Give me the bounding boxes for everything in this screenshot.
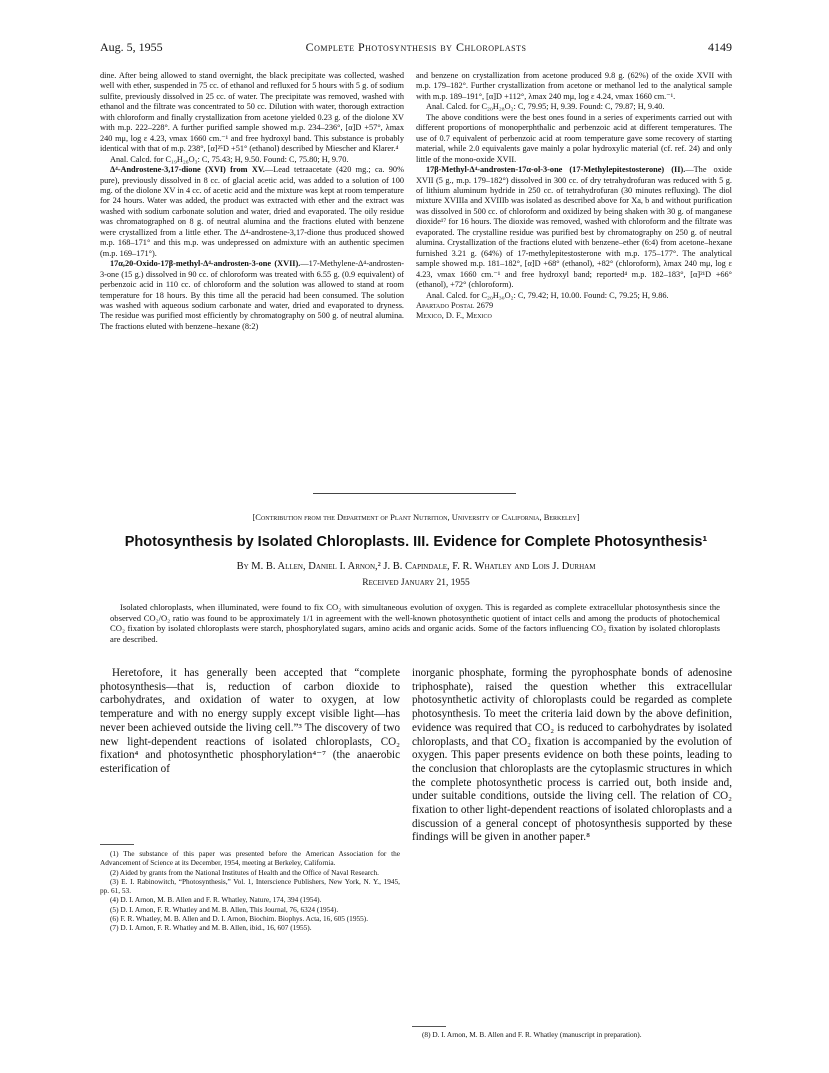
running-title: Complete Photosynthesis by Chloroplasts: [305, 40, 527, 54]
author-line: By M. B. Allen, Daniel I. Arnon,² J. B. Capindale, F. R. Whatley and Lois J. Durham: [236, 561, 596, 572]
footnote: (7) D. I. Arnon, F. R. Whatley and M. B. Allen, ibid., 16, 607 (1955).: [110, 923, 312, 933]
section-heading: 17α,20-Oxido-17β-methyl-Δ⁴-androsten-3-one (XVII).: [110, 259, 301, 269]
analysis-line: Anal. Calcd. for C₂₀H₂₈O₂: C, 79.95; H, 9.39. Found: C, 79.87; H, 9.40.: [426, 102, 665, 112]
paragraph: dine. After being allowed to stand overnight, the black precipitate was collected, washed well with ether, suspended in 75 cc. of ethanol and refluxed for 5 hours with 5 g. of sodium sulfite, previously dissolved in 25 cc. of water. The precipitate was removed, washed with ethanol and the filtrate was concentrated to 50 cc. Dilution with water, thorough extraction with chloroform and finally crystallization from acetone yielded 0.23 g. of the diolone XV with m.p. 222–228°. A further purified sample showed m.p. 234–236°, [α]D +57°, λmax 240 mμ, log ε 4.23, νmax 1660 cm.⁻¹ and free hydroxyl band. This substance is probably identical with that of m.p. 238°, [α]²⁵D +51° (ethanol) described by Miescher and Klarer.⁴: [100, 71, 404, 154]
footnote: (8) D. I. Arnon, M. B. Allen and F. R. Whatley (manuscript in preparation).: [422, 1030, 642, 1039]
footnote: (2) Aided by grants from the National Institutes of Health and the Office of Naval Research.: [110, 867, 379, 877]
experimental-right-column: [416, 71, 732, 322]
paragraph-text: —17-Methylene-Δ⁴-androsten-3-one (15 g.) dissolved in 90 cc. of chloroform was treated with 6.55 g. (0.9 equivalent) of perbenzoic acid in 110 cc. of chloroform and the solution was allowed to stand at room temperature for 18 hours. By this time all the peracid had been consumed. The solution was washed with aqueous sodium carbonate and water, dried and evaporated to dryness. The residue was purified most efficiently by chromatography on 500 g. of neutral alumina. The fractions eluted with benzene–hexane (8:2): [100, 259, 404, 331]
section-heading: 17β-Methyl-Δ⁴-androsten-17α-ol-3-one (17-Methylepitestosterone) (II).: [426, 165, 686, 175]
page-header: [100, 40, 732, 56]
article-title: Photosynthesis by Isolated Chloroplasts. III. Evidence for Complete Photosynthesis¹: [124, 534, 708, 550]
paragraph: [100, 165, 404, 259]
experimental-left-column: [100, 71, 404, 332]
contribution-line: [Contribution from the Department of Plant Nutrition, University of California, Berkeley]: [252, 512, 580, 522]
analysis-line: Anal. Calcd. for C₁₉H₂₆O₃: C, 75.43; H, 9.50. Found: C, 75.80; H, 9.70.: [110, 154, 349, 164]
analysis-line: Anal. Calcd. for C₂₀H₃₀O₂: C, 79.42; H, 10.00. Found: C, 79.25; H, 9.86.: [426, 290, 669, 300]
footnote: (4) D. I. Arnon, M. B. Allen and F. R. Whatley, Nature, 174, 394 (1954).: [110, 895, 322, 905]
footnote: (6) F. R. Whatley, M. B. Allen and D. I. Arnon, Biochim. Biophys. Acta, 16, 605 (1955).: [110, 914, 369, 924]
paragraph: [100, 259, 404, 332]
abstract: Isolated chloroplasts, when illuminated, were found to fix CO₂ with simultaneous evolution of oxygen. This is regarded as complete extracellular photosynthesis since the observed CO₂/O₂ ratio was found to be approximately 1/1 in agreement with the well-known photosynthetic quotient of intact cells and among the products of photochemical CO₂ fixation by isolated chloroplasts were starch, phosphorylated sugars, amino acids and organic acids. Some of the factors influencing CO₂ fixation by isolated chloroplasts are described.: [110, 602, 720, 644]
paragraph: and benzene on crystallization from acetone produced 9.8 g. (62%) of the oxide XVII with m.p. 179–182°. Further crystallization from acetone or methanol led to the analytical sample with m.p. 189–191°, [α]D +112°, λmax 240 mμ, log ε 4.24, νmax 1660 cm.⁻¹.: [416, 71, 732, 101]
footnotes-right: [412, 1030, 732, 1039]
page-number: 4149: [708, 40, 732, 54]
section-heading: Δ⁴-Androstene-3,17-dione (XVI) from XV.: [110, 165, 265, 175]
footnote: (5) D. I. Arnon, F. R. Whatley and M. B. Allen, This Journal, 76, 6324 (1954).: [110, 904, 339, 914]
paragraph: The above conditions were the best ones found in a series of experiments carried out with different proportions of monoperphthalic and perbenzoic acid at different temperatures. The use of 0.7 equivalent of perbenzoic acid at room temperature gave some recovery of starting material, while 2.0 equivalents gave mainly a polar hydroxylic material (cf. ref. 24) and only little of the mono-oxide XVII.: [416, 112, 732, 164]
body-left-column: Heretofore, it has generally been accepted that “complete photosynthesis—that is, reduction of carbon dioxide to carbohydrates, and oxidation of water to oxygen, at low temperature and with no energy supply except visible light—has never been achieved outside the living cell.”³ The discovery of two new light-dependent reactions of isolated chloroplasts, CO₂ fixation⁴ and photosynthetic phosphorylation⁴⁻⁷ (the anaerobic esterification of: [100, 667, 400, 775]
section-divider: [313, 493, 516, 494]
footnote: (1) The substance of this paper was presented before the American Association for the Advancement of Science at its December, 1954, meeting at Berkeley, California.: [100, 849, 400, 868]
paragraph: [416, 165, 732, 290]
issue-date: Aug. 5, 1955: [100, 40, 163, 54]
footnote-divider: [412, 1026, 446, 1027]
footnotes-left: [100, 849, 400, 933]
paragraph-text: —Lead tetraacetate (420 mg.; ca. 90% pure), previously dissolved in 8 cc. of glacial acetic acid, was added to a solution of 100 mg. of the diolone XV in 4 cc. of acetic acid and the mixture was kept at room temperature for 24 hours. Water was added, the product was extracted with ether and the extract was washed with sodium carbonate solution and water, dried and evaporated. The oily residue was chromatographed on 8 g. of neutral alumina and the fractions eluted with benzene were crystallized from a little ether. The Δ⁴-androstene-3,17-dione thus produced showed m.p. 168–171° and this m.p. was undepressed on admixture with an authentic specimen (m.p. 169–171°).: [100, 165, 404, 258]
address-line: Mexico, D. F., Mexico: [416, 311, 492, 321]
footnote: (3) E. I. Rabinowitch, “Photosynthesis,” Vol. 1, Interscience Publishers, New York, N. Y., 1945, pp. 61, 53.: [100, 876, 400, 896]
received-date: Received January 21, 1955: [362, 578, 470, 588]
footnote-divider: [100, 844, 134, 845]
address-line: Apartado Postal 2679: [416, 300, 494, 310]
paragraph-text: —The oxide XVII (5 g., m.p. 179–182°) dissolved in 300 cc. of dry tetrahydrofuran was reduced with 5 g. of lithium aluminum hydride in 250 cc. of tetrahydrofuran (30 minutes refluxing). The diol mixture XVIIIa and XVIIIb was isolated as described above for Xa, b and without purification was dissolved in 500 cc. of chloroform and oxidized by being shaken with 30 g. of manganese dioxide¹⁷ for 16 hours. The dioxide was removed, washed with chloroform and the filtrate was evaporated. The crystalline residue was purified best by chromatography on 250 g. of neutral alumina. Crystallization of the fractions eluted with benzene–ether (6:4) from acetone–hexane furnished 3.21 g. (64%) of 17-methylepitestosterone with m.p. 175–177°. The analytical sample showed m.p. 181–182°, [α]D +68° (ethanol), +82° (chloroform), λmax 240 mμ, log ε 4.23, νmax 1660 cm.⁻¹ and free hydroxyl band; reported⁴ m.p. 182–183°, [α]²¹D +66° (ethanol), +72° (chloroform).: [416, 165, 732, 290]
body-right-column: inorganic phosphate, forming the pyrophosphate bonds of adenosine triphosphate), raised the question whether this extracellular photosynthetic activity of chloroplasts could be regarded as complete photosynthesis. To meet the criteria laid down by the above definition, evidence was required that CO₂ is reduced to carbohydrates by isolated chloroplasts, and that CO₂ fixation is accompanied by the evolution of oxygen. This paper presents evidence on both these points, leading to the conclusion that chloroplasts are the cytoplasmic structures in which the complete photosynthetic process is carried out, both inside and, under suitable conditions, outside the living cell. The relation of CO₂ fixation to other light-dependent reactions of isolated chloroplasts and a discussion of a general concept of photosynthesis supported by these findings will be given in another paper.⁸: [412, 667, 732, 844]
